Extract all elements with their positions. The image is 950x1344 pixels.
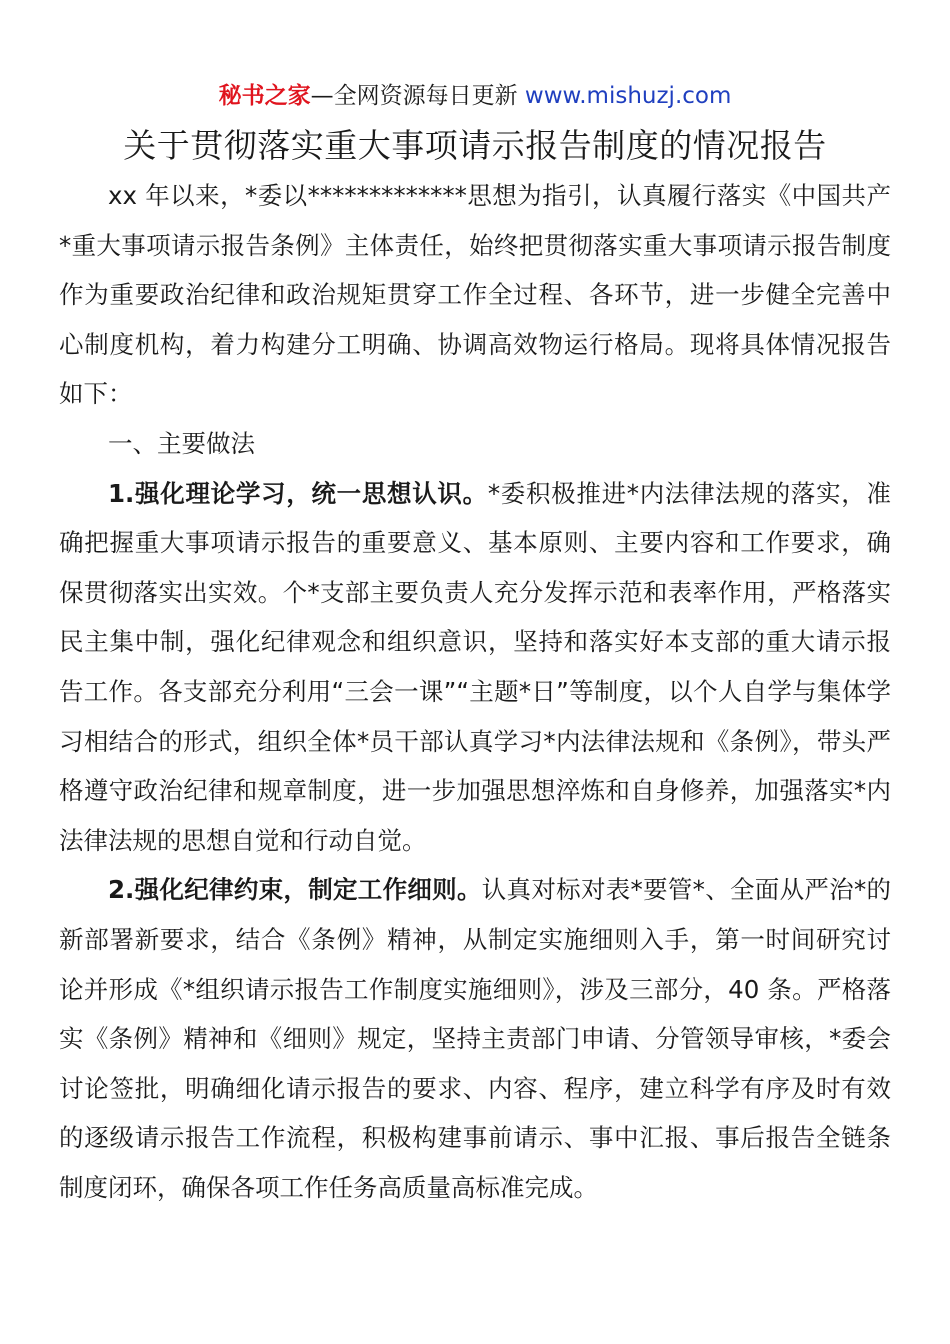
brand-name: 秘书之家 (218, 83, 311, 109)
document-body (59, 171, 891, 1212)
site-url-link[interactable]: www.mishuzj.com (524, 83, 732, 109)
point-2-body: 认真对标对表*要管*、全面从严治*的新部署新要求，结合《条例》精神，从制定实施细则入手，第一时间研究讨论并形成《*组织请示报告工作制度实施细则》，涉及三部分，40 条。严格落实《条例》精神和《细则》规定，坚持主责部门申请、分管领导审核，*委会讨论签批，明确细化请示报告的要求、内容、程序，建立科学有序及时有效的逐级请示报告工作流程，积极构建事前请示、事中汇报、事后报告全链条制度闭环，确保各项工作任务高质量高标准完成。 (59, 875, 892, 1202)
point-1-paragraph (59, 469, 891, 866)
section-heading: 一、主要做法 (108, 428, 255, 458)
banner-tagline: —全网资源每日更新 (310, 83, 525, 109)
intro-paragraph: xx 年以来，*委以*************思想为指引，认真履行落实《中国共产*重大事项请示报告条例》主体责任，始终把贯彻落实重大事项请示报告制度作为重要政治纪律和政治规矩贯穿工作全过程、各环节，进一步健全完善中心制度机构，着力构建分工明确、协调高效物运行格局。现将具体情况报告如下： (59, 181, 891, 409)
point-1-body: *委积极推进*内法律法规的落实，准确把握重大事项请示报告的重要意义、基本原则、主要内容和工作要求，确保贯彻落实出实效。个*支部主要负责人充分发挥示范和表率作用，严格落实民主集中制，强化纪律观念和组织意识，坚持和落实好本支部的重大请示报告工作。各支部充分利用“三会一课”“主题*日”等制度，以个人自学与集体学习相结合的形式，组织全体*员干部认真学习*内法律法规和《条例》，带头严格遵守政治纪律和规章制度，进一步加强思想淬炼和自身修养，加强落实*内法律法规的思想自觉和行动自觉。 (59, 478, 891, 855)
point-2-lead: 2.强化纪律约束，制定工作细则。 (108, 875, 482, 905)
document-title: 关于贯彻落实重大事项请示报告制度的情况报告 (123, 126, 827, 165)
point-2-paragraph (59, 865, 891, 1212)
site-banner (0, 80, 950, 112)
point-1-lead: 1.强化理论学习，统一思想认识。 (108, 478, 488, 508)
